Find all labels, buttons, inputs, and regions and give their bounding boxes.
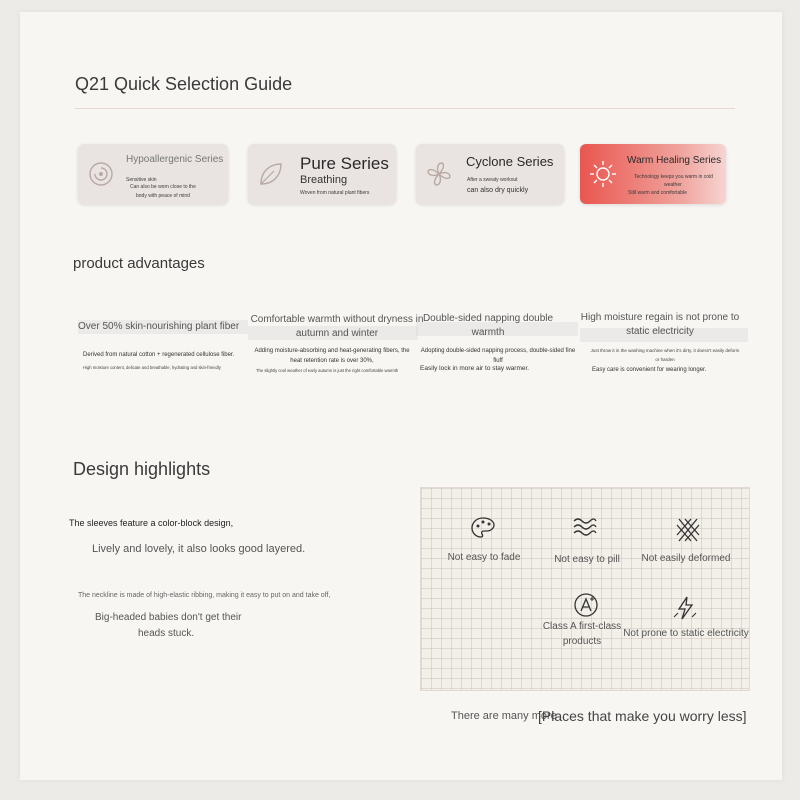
series-line: Still warm and comfortable [628,190,687,196]
leaf-icon [256,159,286,189]
fan-icon [424,159,454,189]
design-text: heads stuck. [138,628,195,639]
feature-label: Not easy to fade [447,552,521,563]
design-text: The sleeves feature a color-block design, [69,518,234,528]
series-card-cyclone [416,144,564,204]
guide-divider [75,108,735,109]
design-text: Lively and lovely, it also looks good layered. [92,543,306,555]
series-sub: Sensitive skin [126,177,157,183]
advantage-text: Derived from natural cotton + regenerated cellulose fiber. [83,352,235,358]
lightning-icon [672,595,698,621]
feature-label: Not prone to static electricity [623,628,749,639]
mesh-icon [675,517,701,543]
series-name: Warm Healing Series [627,155,722,166]
design-title: Design highlights [73,459,211,479]
design-text: The neckline is made of high-elastic ribbing, making it easy to put on and take off, [78,592,331,599]
series-sub: After a sweaty workout [467,177,518,183]
advantage-title: Comfortable warmth without dryness in autumn and winter [250,314,424,339]
footer-small-text: There are many more [451,710,557,722]
series-sub: Breathing [300,174,348,186]
series-name: Pure Series [300,154,389,173]
design-text: Big-headed babies don't get their [95,612,242,623]
sun-icon [588,159,618,189]
series-line: Technology keeps you warm in cold [634,174,713,180]
advantages-title: product advantages [73,255,205,272]
page [20,12,782,780]
guide-title: Q21 Quick Selection Guide [75,74,293,94]
feature-label: products [562,636,602,647]
series-name: Hypoallergenic Series [126,154,224,165]
advantage-title: High moisture regain is not prone to static electricity [580,312,740,337]
feature-label: Not easy to pill [554,554,620,565]
feature-label: Not easily deformed [641,553,731,564]
advantage-title: Double-sided napping double warmth [422,313,554,338]
series-line: weather [664,182,682,188]
grade-a-icon [573,592,599,618]
ring-swirl-icon [86,159,116,189]
advantage-text: Easily lock in more air to stay warmer. [420,365,530,372]
feature-label: Class A first-class [542,621,622,632]
advantage-text: Just throw it in the washing machine when it's dirty, it doesn't easily deform or harden [590,348,740,362]
wavy-lines-icon [572,515,598,541]
advantage-text: Adding moisture-absorbing and heat-generating fibers, the heat retention rate is over 30%, [254,348,410,364]
series-line: Can also be worn close to the [130,184,196,190]
footer-big-text: [Places that make you worry less] [538,708,747,724]
series-line: body with peace of mind [136,193,190,199]
advantage-text: High moisture content, delicate and breathable, hydrating and skin-friendly [83,365,221,370]
advantage-title: Over 50% skin-nourishing plant fiber [78,321,240,332]
series-name: Cyclone Series [466,154,554,169]
advantage-text: Adopting double-sided napping process, double-sided fine fluff [420,348,576,364]
series-card-warm-healing [580,144,726,204]
series-card-pure [248,144,396,204]
series-card-hypoallergenic [78,144,228,204]
series-line: can also dry quickly [467,187,529,194]
advantage-text: Easy care is convenient for wearing longer. [592,367,707,373]
palette-icon [470,515,496,541]
series-line: Woven from natural plant fibers [300,190,370,196]
advantage-text: The slightly cool weather of early autumn is just the right comfortable warmth [256,368,399,373]
